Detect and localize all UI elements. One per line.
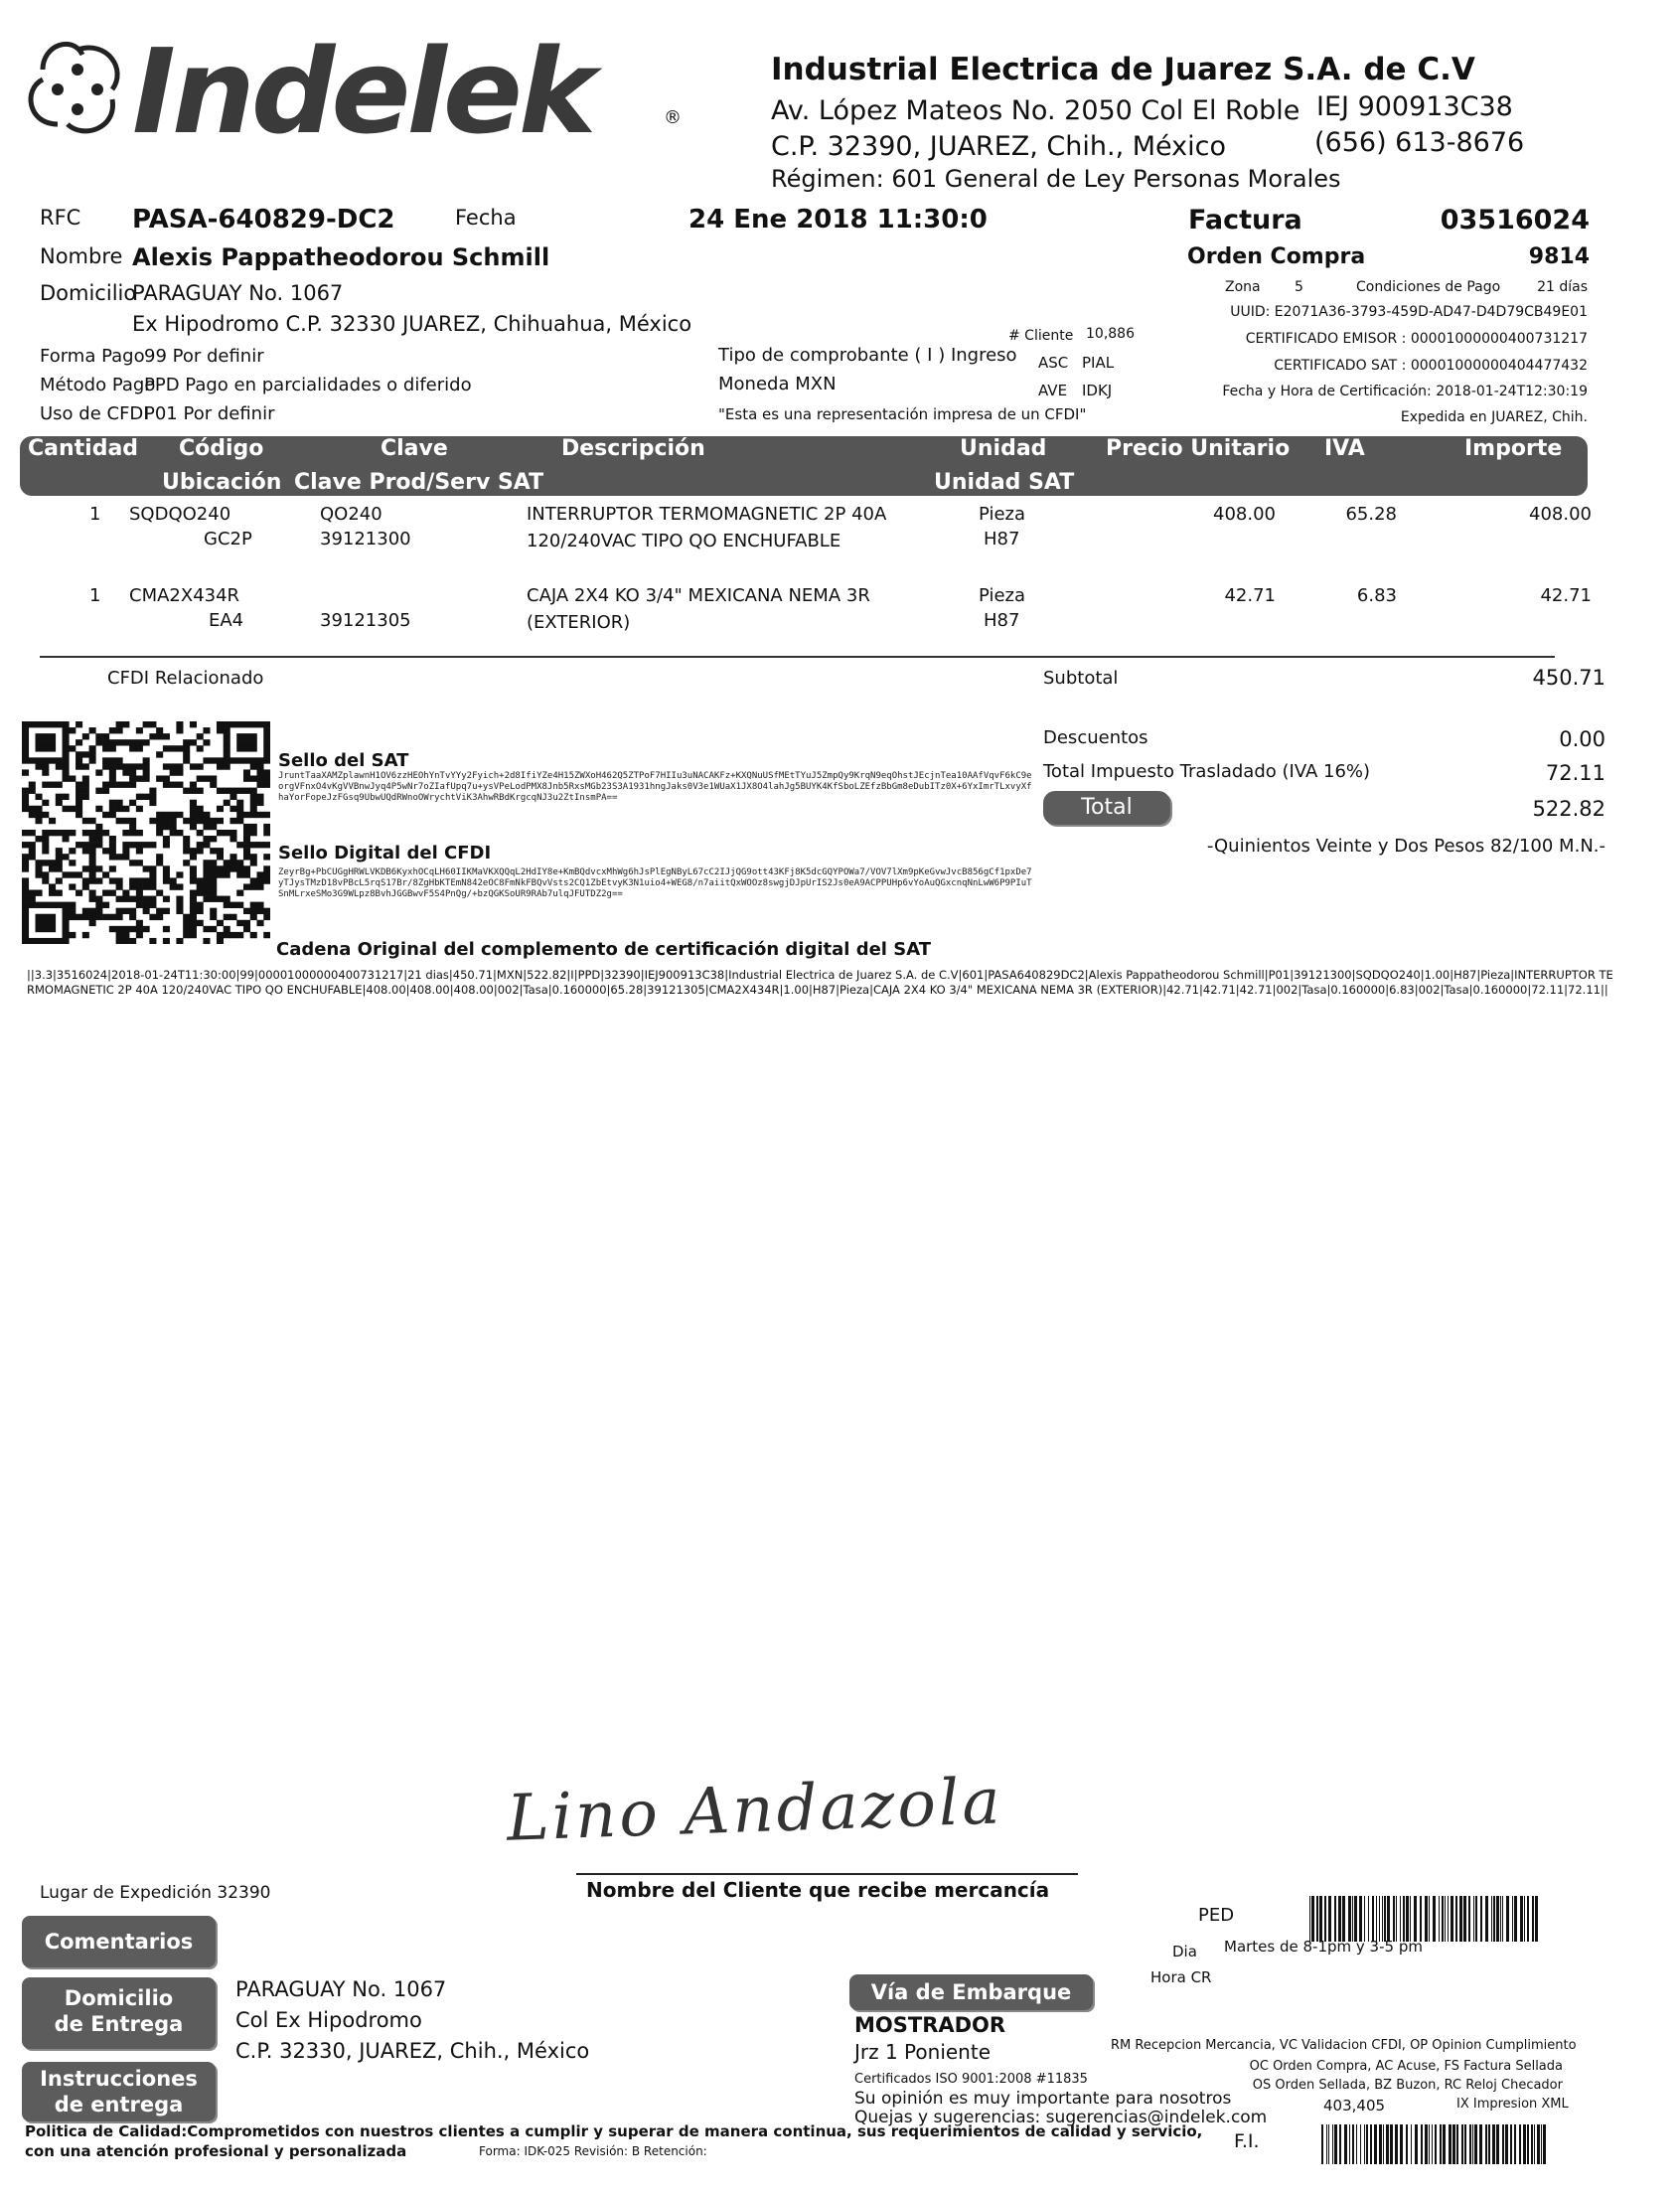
sucursal: Jrz 1 Poniente (854, 2040, 992, 2064)
cert-emisor: CERTIFICADO EMISOR : 00001000000400731217 (1245, 331, 1588, 347)
fecha-label: Fecha (455, 206, 517, 230)
entrega-address2: Col Ex Hipodromo (235, 2008, 422, 2032)
row-clave: QO240 (320, 504, 382, 525)
col-importe: Importe (1464, 436, 1563, 461)
table-divider (40, 656, 1555, 658)
politica-calidad-2: con una atención profesional y personalizada (25, 2142, 407, 2160)
total-en-letra: -Quinientos Veinte y Dos Pesos 82/100 M.N.- (1206, 836, 1605, 857)
domicilio-entrega-label2: de Entrega (54, 2012, 184, 2036)
row-clave-prod: 39121300 (320, 529, 411, 549)
factura-label: Factura (1188, 205, 1302, 235)
iso-cert: Certificados ISO 9001:2008 #11835 (854, 2072, 1088, 2087)
forma-revision: Forma: IDK-025 Revisión: B Retención: (479, 2144, 707, 2158)
client-address2: Ex Hipodromo C.P. 32330 JUAREZ, Chihuahua, México (132, 312, 692, 336)
sello-cfdi-label: Sello Digital del CFDI (278, 843, 492, 863)
client-address1: PARAGUAY No. 1067 (132, 281, 344, 305)
dia-label: Dia (1172, 1943, 1197, 1960)
descuentos-label: Descuentos (1043, 727, 1148, 748)
swirl-logo-icon (18, 30, 137, 149)
row-unidad: Pieza (979, 585, 1026, 606)
sello-sat: JruntTaaXAMZplawnH1OV6zzHEOhYnTvYYy2Fyich+2d8IfiYZe4H15ZWXoH462Q5ZTPoF7HIIu3uNACAKFz+KXQNuUSfMEtTYuJ5ZmpQy9KrqN9eqOhstJEcjnTea10AAfVqvF6kC9eorgVFnxO4vKgVVBnwJyq4P5wNr7oZIafUpq7u+ysVPeLodPMX8Jnb5RxsMGb23S3A1931hngJaks0V3e1WUaX1JX8O4lahJg5BUYK4KfSboLZEfzBbGm8eDubITz0X+6YxImrTLxvyXfhaYorFopeJzFGsq9UbwUQdRWnoOWrychtViK3AhwRBdKrgcqNJ3u2ZtInsmPA== (278, 771, 1032, 803)
metodo-pago-label: Método Pago (40, 375, 156, 395)
row-precio: 408.00 (1213, 504, 1276, 525)
lugar-expedicion: Lugar de Expedición 32390 (40, 1883, 271, 1903)
row-codigo: CMA2X434R (129, 585, 240, 606)
tipo-comprobante: Tipo de comprobante ( I ) Ingreso (718, 345, 1017, 366)
issuer-rfc: IEJ 900913C38 (1316, 91, 1513, 122)
company-logo (18, 23, 682, 160)
zona: 5 (1295, 279, 1303, 295)
legend-rm: RM Recepcion Mercancia, VC Validacion CFDI, OP Opinion Cumplimiento (1111, 2038, 1577, 2053)
zona-label: Zona (1225, 279, 1261, 295)
impuesto: 72.11 (1545, 761, 1605, 785)
row-iva: 65.28 (1345, 504, 1397, 525)
row-unidad-sat: H87 (984, 529, 1020, 549)
barcode-top (1309, 1896, 1540, 1942)
issuer-phone: (656) 613-8676 (1314, 127, 1525, 158)
instrucciones-entrega-button[interactable] (22, 2062, 216, 2121)
legend-oc: OC Orden Compra, AC Acuse, FS Factura Sellada (1249, 2059, 1563, 2074)
comentarios-button[interactable] (22, 1916, 216, 1967)
signature-line (576, 1873, 1078, 1875)
cliente-number: 10,886 (1086, 326, 1135, 342)
col-cantidad: Cantidad (28, 436, 139, 461)
row-importe: 408.00 (1529, 504, 1592, 525)
uso-cfdi-label: Uso de CFDI (40, 403, 149, 424)
via-embarque-badge (849, 1974, 1093, 2010)
row-desc2: (EXTERIOR) (527, 612, 631, 633)
col-clave: Clave (381, 436, 448, 461)
sello-sat-label: Sello del SAT (278, 750, 409, 771)
total-label: Total (1081, 795, 1133, 820)
col-ubicacion: Ubicación (162, 470, 282, 495)
domicilio-label: Domicilio (40, 281, 137, 305)
ave-label: AVE (1038, 382, 1068, 399)
client-signature: Lino Andazola (505, 1765, 1004, 1856)
logo-wordmark: Indelek (132, 23, 593, 160)
subtotal-label: Subtotal (1043, 668, 1119, 689)
forma-pago: 99 Por definir (144, 346, 264, 367)
issuer-regimen: Régimen: 601 General de Ley Personas Morales (771, 165, 1341, 193)
cliente-number-label: # Cliente (1008, 328, 1074, 344)
row-codigo: SQDQO240 (129, 504, 231, 525)
row-precio: 42.71 (1224, 585, 1276, 606)
invoice-date: 24 Ene 2018 11:30:0 (688, 205, 988, 235)
rfc-label: RFC (40, 206, 81, 230)
row-ubicacion: GC2P (204, 529, 252, 549)
legend-ix: IX Impresion XML (1456, 2097, 1569, 2112)
domicilio-entrega-button[interactable] (22, 1977, 216, 2049)
col-clave-prod: Clave Prod/Serv SAT (294, 470, 544, 495)
condiciones: 21 días (1537, 279, 1588, 295)
registered-mark: ® (664, 107, 682, 128)
issuer-address2: C.P. 32390, JUAREZ, Chih., México (771, 131, 1227, 162)
legend-os: OS Orden Sellada, BZ Buzon, RC Reloj Checador (1252, 2078, 1563, 2093)
asc-value: PIAL (1082, 354, 1115, 372)
col-descripcion: Descripción (561, 436, 705, 461)
barcode-bottom (1321, 2124, 1552, 2164)
row-desc1: CAJA 2X4 KO 3/4" MEXICANA NEMA 3R (527, 585, 870, 606)
moneda: Moneda MXN (718, 374, 837, 394)
impuesto-label: Total Impuesto Trasladado (IVA 16%) (1043, 761, 1371, 782)
client-rfc: PASA-640829-DC2 (132, 205, 395, 235)
asc-label: ASC (1038, 354, 1069, 372)
instrucciones-label1: Instrucciones (40, 2067, 198, 2091)
orden-compra-label: Orden Compra (1187, 244, 1366, 269)
signature-caption: Nombre del Cliente que recibe mercancía (586, 1878, 1050, 1902)
forma-pago-label: Forma Pago (40, 346, 145, 367)
cfdi-representation-note: "Esta es una representación impresa de un CFDI" (718, 405, 1087, 423)
row-desc2: 120/240VAC TIPO QO ENCHUFABLE (527, 531, 841, 551)
row-cantidad: 1 (89, 504, 101, 525)
shipping-method: MOSTRADOR (854, 2013, 1006, 2037)
comentarios-label: Comentarios (44, 1930, 194, 1954)
row-clave-prod: 39121305 (320, 610, 411, 631)
total-badge (1043, 791, 1170, 825)
orden-compra: 9814 (1528, 244, 1590, 269)
issuer-address1: Av. López Mateos No. 2050 Col El Roble (771, 95, 1300, 126)
politica-calidad-1: Politica de Calidad:Comprometidos con nuestros clientes a cumplir y superar de manera continua, sus requerimientos de calidad y servicio, (25, 2122, 1203, 2140)
subtotal: 450.71 (1532, 666, 1605, 690)
fi-label: F.I. (1234, 2130, 1260, 2152)
cfdi-relacionado: CFDI Relacionado (107, 668, 264, 689)
cadena-label: Cadena Original del complemento de certificación digital del SAT (276, 939, 932, 960)
fecha-certificacion: Fecha y Hora de Certificación: 2018-01-24T12:30:19 (1222, 384, 1588, 399)
row-cantidad: 1 (89, 585, 101, 606)
qr-code-icon (22, 721, 270, 944)
client-name: Alexis Pappatheodorou Schmill (132, 243, 550, 271)
dia-value: Martes de 8-1pm y 3-5 pm (1224, 1938, 1423, 1956)
codes: 403,405 (1323, 2097, 1386, 2115)
condiciones-label: Condiciones de Pago (1356, 279, 1501, 295)
factura-number: 03516024 (1440, 205, 1590, 235)
uuid: UUID: E2071A36-3793-459D-AD47-D4D79CB49E01 (1230, 304, 1588, 320)
domicilio-entrega-label1: Domicilio (64, 1986, 174, 2010)
barcode-icon (1309, 1896, 1540, 1942)
issuer-name: Industrial Electrica de Juarez S.A. de C.V (771, 52, 1475, 87)
uso-cfdi: P01 Por definir (144, 403, 275, 424)
col-iva: IVA (1324, 436, 1365, 461)
nombre-label: Nombre (40, 244, 123, 268)
descuentos: 0.00 (1559, 727, 1605, 751)
col-codigo: Código (179, 436, 264, 461)
cadena-original: ||3.3|3516024|2018-01-24T11:30:00|99|00001000000400731217|21 dias|450.71|MXN|522.82|I|PPD|32390|IEJ900913C38|Industrial Electrica de Juarez S.A. de C.V|601|PASA640829DC2|Alexis Pappatheodorou Schmill|P01|39121300|SQDQO240|1.00|H87|Pieza|INTERRUPTOR TERMOMAGNETIC 2P 40A 120/240VAC TIPO QO ENCHUFABLE|408.00|408.00|408.00|002|Tasa|0.160000|65.28|39121305|CMA2X434R|1.00|H87|Pieza|CAJA 2X4 KO 3/4" MEXICANA NEMA 3R (EXTERIOR)|42.71|42.71|42.71|002|Tasa|0.160000|6.83|002|Tasa|0.160000|72.11|72.11|| (27, 968, 1613, 997)
via-embarque-label: Vía de Embarque (870, 1980, 1072, 2004)
col-precio: Precio Unitario (1106, 436, 1291, 461)
total: 522.82 (1532, 797, 1605, 821)
opinion-note: Su opinión es muy importante para nosotros (854, 2089, 1232, 2109)
instrucciones-label2: de entrega (54, 2093, 184, 2117)
ave-value: IDKJ (1082, 382, 1113, 399)
expedida-en: Expedida en JUAREZ, Chih. (1400, 409, 1588, 425)
row-importe: 42.71 (1540, 585, 1592, 606)
row-iva: 6.83 (1356, 585, 1397, 606)
metodo-pago: PPD Pago en parcialidades o diferido (144, 375, 472, 395)
barcode-icon (1321, 2124, 1552, 2164)
row-unidad: Pieza (979, 504, 1026, 525)
row-unidad-sat: H87 (984, 610, 1020, 631)
col-unidad-sat: Unidad SAT (934, 470, 1075, 495)
quejas-note: Quejas y sugerencias: sugerencias@indelek.com (854, 2108, 1268, 2127)
qr-code (22, 721, 270, 944)
cert-sat: CERTIFICADO SAT : 00001000000404477432 (1274, 358, 1588, 374)
entrega-address1: PARAGUAY No. 1067 (235, 1977, 447, 2001)
entrega-address3: C.P. 32330, JUAREZ, Chih., México (235, 2039, 590, 2063)
hora-label: Hora CR (1150, 1968, 1212, 1986)
ped-label: PED (1198, 1905, 1235, 1926)
col-unidad: Unidad (960, 436, 1047, 461)
row-ubicacion: EA4 (209, 610, 244, 631)
sello-cfdi: ZeyrBg+PbCUGgHRWLVKDB6KyxhOCqLH60IIKMaVKXQQqL2HdIY8e+KmBQdvcxMhWg6hJsPlEgNByL67cC2IJjQG9ott43KFj8K5dcGQYPOWa7/VOV7lXm9pKeGvwJvcB856gCf1pxDe7yTJysTMzD18vPBcL5rqS17Br/8ZgHbKTEmN842eOC8FmNkFBQvVsts2CQ1ZbEtvyK3N1uio4+WEG8/n7aiitQxWOOz8swgjDJpUrIS2Js0eA9ACPPUHp6vYoAuQGxcnqNnLwW6P9PIuTSnMLrxeSMo3G9WLpz8BvhJGGBwvF5S4PnQg/+bzQGKSoUR9RAb7ulqJFUTDZ2g== (278, 867, 1032, 899)
row-desc1: INTERRUPTOR TERMOMAGNETIC 2P 40A (527, 504, 887, 525)
